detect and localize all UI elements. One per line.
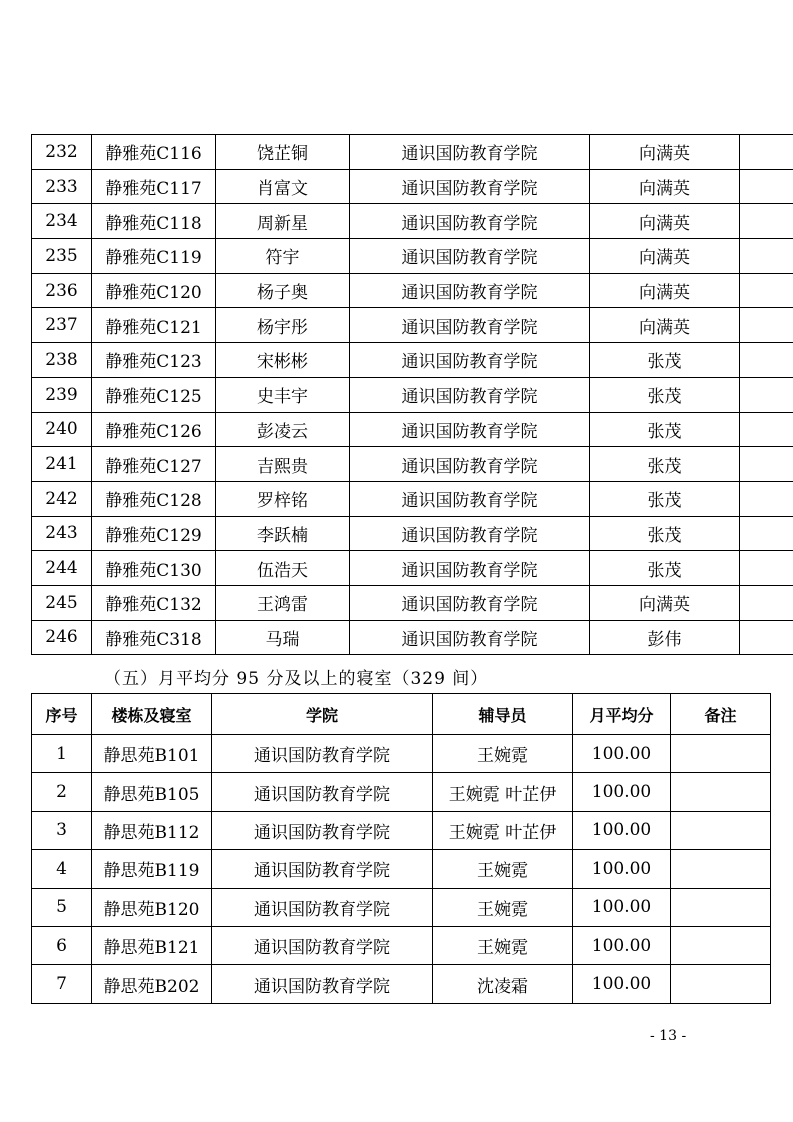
table-row	[32, 377, 793, 412]
cell-building-room: 静雅苑C129	[92, 516, 216, 551]
cell-index: 244	[32, 551, 92, 586]
cell-building-room: 静思苑B101	[92, 735, 212, 773]
cell-student-name: 马瑞	[216, 620, 350, 655]
cell-index: 246	[32, 620, 92, 655]
cell-counselor: 张茂	[590, 343, 740, 378]
cell-college: 通识国防教育学院	[350, 412, 590, 447]
cell-building-room: 静雅苑C127	[92, 447, 216, 482]
cell-monthly-average: 100.00	[573, 773, 671, 811]
cell-counselor: 王婉霓 叶芷伊	[433, 811, 573, 849]
cell-college: 通识国防教育学院	[350, 377, 590, 412]
cell-remarks	[740, 585, 793, 620]
cell-college: 通识国防教育学院	[212, 926, 433, 964]
table-row	[32, 412, 793, 447]
cell-index: 6	[32, 926, 92, 964]
table-row	[32, 620, 793, 655]
cell-counselor: 张茂	[590, 551, 740, 586]
cell-counselor: 向满英	[590, 204, 740, 239]
high-score-dorm-table	[31, 693, 771, 1004]
cell-student-name: 杨宇彤	[216, 308, 350, 343]
table-row	[32, 239, 793, 274]
cell-student-name: 史丰宇	[216, 377, 350, 412]
cell-building-room: 静雅苑C123	[92, 343, 216, 378]
cell-remarks	[671, 850, 771, 888]
cell-college: 通识国防教育学院	[212, 850, 433, 888]
page-number: - 13 -	[650, 1028, 687, 1044]
cell-monthly-average: 100.00	[573, 965, 671, 1003]
cell-remarks	[671, 811, 771, 849]
cell-building-room: 静雅苑C126	[92, 412, 216, 447]
table-header-row	[32, 694, 771, 735]
cell-remarks	[740, 551, 793, 586]
table-row	[32, 308, 793, 343]
cell-building-room: 静思苑B202	[92, 965, 212, 1003]
table-row	[32, 481, 793, 516]
high-score-dorm-table-body	[32, 735, 771, 1004]
cell-remarks	[740, 308, 793, 343]
table-row	[32, 965, 771, 1003]
cell-index: 237	[32, 308, 92, 343]
header-monthly-average: 月平均分	[573, 694, 671, 735]
table-row	[32, 850, 771, 888]
table-row	[32, 447, 793, 482]
table-row	[32, 169, 793, 204]
cell-monthly-average: 100.00	[573, 735, 671, 773]
cell-building-room: 静雅苑C130	[92, 551, 216, 586]
cell-student-name: 杨子奥	[216, 273, 350, 308]
cell-counselor: 向满英	[590, 308, 740, 343]
cell-college: 通识国防教育学院	[350, 273, 590, 308]
cell-remarks	[671, 965, 771, 1003]
section-heading: （五）月平均分 95 分及以上的寝室（329 间）	[104, 669, 489, 689]
cell-college: 通识国防教育学院	[212, 773, 433, 811]
cell-college: 通识国防教育学院	[212, 735, 433, 773]
table-row	[32, 516, 793, 551]
cell-counselor: 张茂	[590, 447, 740, 482]
cell-remarks	[740, 204, 793, 239]
cell-remarks	[740, 273, 793, 308]
table-row	[32, 773, 771, 811]
cell-building-room: 静思苑B119	[92, 850, 212, 888]
cell-college: 通识国防教育学院	[350, 204, 590, 239]
cell-remarks	[740, 516, 793, 551]
cell-counselor: 王婉霓	[433, 888, 573, 926]
cell-remarks	[671, 735, 771, 773]
cell-remarks	[740, 447, 793, 482]
cell-building-room: 静雅苑C118	[92, 204, 216, 239]
cell-index: 236	[32, 273, 92, 308]
cell-counselor: 王婉霓 叶芷伊	[433, 773, 573, 811]
cell-index: 7	[32, 965, 92, 1003]
cell-counselor: 王婉霓	[433, 926, 573, 964]
header-counselor: 辅导员	[433, 694, 573, 735]
dorm-student-table-body	[32, 135, 793, 655]
cell-college: 通识国防教育学院	[350, 308, 590, 343]
cell-student-name: 伍浩天	[216, 551, 350, 586]
cell-index: 233	[32, 169, 92, 204]
cell-building-room: 静雅苑C121	[92, 308, 216, 343]
cell-index: 241	[32, 447, 92, 482]
dorm-student-table	[31, 134, 793, 655]
cell-college: 通识国防教育学院	[350, 481, 590, 516]
cell-building-room: 静雅苑C132	[92, 585, 216, 620]
cell-index: 240	[32, 412, 92, 447]
cell-counselor: 向满英	[590, 585, 740, 620]
cell-counselor: 张茂	[590, 481, 740, 516]
cell-counselor: 彭伟	[590, 620, 740, 655]
cell-index: 235	[32, 239, 92, 274]
cell-building-room: 静雅苑C116	[92, 135, 216, 170]
cell-remarks	[671, 888, 771, 926]
header-college: 学院	[212, 694, 433, 735]
cell-counselor: 向满英	[590, 135, 740, 170]
cell-index: 4	[32, 850, 92, 888]
cell-index: 245	[32, 585, 92, 620]
cell-student-name: 周新星	[216, 204, 350, 239]
table-row	[32, 135, 793, 170]
cell-counselor: 向满英	[590, 273, 740, 308]
cell-monthly-average: 100.00	[573, 811, 671, 849]
cell-index: 238	[32, 343, 92, 378]
high-score-dorm-table-header	[32, 694, 771, 735]
table-row	[32, 811, 771, 849]
cell-index: 232	[32, 135, 92, 170]
cell-monthly-average: 100.00	[573, 888, 671, 926]
cell-building-room: 静雅苑C128	[92, 481, 216, 516]
cell-counselor: 向满英	[590, 169, 740, 204]
cell-college: 通识国防教育学院	[350, 239, 590, 274]
cell-counselor: 张茂	[590, 377, 740, 412]
cell-building-room: 静思苑B105	[92, 773, 212, 811]
cell-counselor: 王婉霓	[433, 735, 573, 773]
cell-student-name: 彭凌云	[216, 412, 350, 447]
cell-index: 242	[32, 481, 92, 516]
cell-college: 通识国防教育学院	[350, 135, 590, 170]
cell-building-room: 静雅苑C125	[92, 377, 216, 412]
header-building-room: 楼栋及寝室	[92, 694, 212, 735]
cell-index: 5	[32, 888, 92, 926]
cell-building-room: 静雅苑C120	[92, 273, 216, 308]
cell-student-name: 肖富文	[216, 169, 350, 204]
cell-college: 通识国防教育学院	[212, 811, 433, 849]
cell-college: 通识国防教育学院	[350, 585, 590, 620]
cell-remarks	[740, 135, 793, 170]
cell-building-room: 静雅苑C119	[92, 239, 216, 274]
cell-index: 2	[32, 773, 92, 811]
cell-remarks	[671, 926, 771, 964]
cell-remarks	[740, 481, 793, 516]
table-row	[32, 926, 771, 964]
cell-student-name: 王鸿雷	[216, 585, 350, 620]
cell-index: 1	[32, 735, 92, 773]
cell-student-name: 吉熙贵	[216, 447, 350, 482]
cell-college: 通识国防教育学院	[212, 888, 433, 926]
cell-index: 243	[32, 516, 92, 551]
cell-college: 通识国防教育学院	[350, 169, 590, 204]
cell-student-name: 符宇	[216, 239, 350, 274]
table-row	[32, 585, 793, 620]
table-row	[32, 735, 771, 773]
cell-building-room: 静雅苑C318	[92, 620, 216, 655]
cell-student-name: 宋彬彬	[216, 343, 350, 378]
cell-remarks	[671, 773, 771, 811]
cell-student-name: 罗梓铭	[216, 481, 350, 516]
cell-remarks	[740, 620, 793, 655]
table-row	[32, 551, 793, 586]
cell-counselor: 张茂	[590, 412, 740, 447]
cell-counselor: 沈凌霜	[433, 965, 573, 1003]
table-row	[32, 888, 771, 926]
cell-building-room: 静思苑B120	[92, 888, 212, 926]
cell-remarks	[740, 377, 793, 412]
header-remarks: 备注	[671, 694, 771, 735]
cell-building-room: 静思苑B121	[92, 926, 212, 964]
table-row	[32, 343, 793, 378]
cell-remarks	[740, 412, 793, 447]
cell-college: 通识国防教育学院	[350, 551, 590, 586]
cell-building-room: 静雅苑C117	[92, 169, 216, 204]
cell-counselor: 张茂	[590, 516, 740, 551]
cell-monthly-average: 100.00	[573, 926, 671, 964]
cell-college: 通识国防教育学院	[350, 620, 590, 655]
table-row	[32, 273, 793, 308]
cell-counselor: 王婉霓	[433, 850, 573, 888]
cell-college: 通识国防教育学院	[350, 447, 590, 482]
cell-college: 通识国防教育学院	[350, 516, 590, 551]
cell-college: 通识国防教育学院	[350, 343, 590, 378]
cell-remarks	[740, 169, 793, 204]
table-row	[32, 204, 793, 239]
cell-building-room: 静思苑B112	[92, 811, 212, 849]
header-index: 序号	[32, 694, 92, 735]
cell-college: 通识国防教育学院	[212, 965, 433, 1003]
cell-monthly-average: 100.00	[573, 850, 671, 888]
cell-index: 3	[32, 811, 92, 849]
cell-counselor: 向满英	[590, 239, 740, 274]
cell-remarks	[740, 343, 793, 378]
cell-remarks	[740, 239, 793, 274]
cell-index: 239	[32, 377, 92, 412]
cell-index: 234	[32, 204, 92, 239]
cell-student-name: 李跃楠	[216, 516, 350, 551]
cell-student-name: 饶芷铜	[216, 135, 350, 170]
